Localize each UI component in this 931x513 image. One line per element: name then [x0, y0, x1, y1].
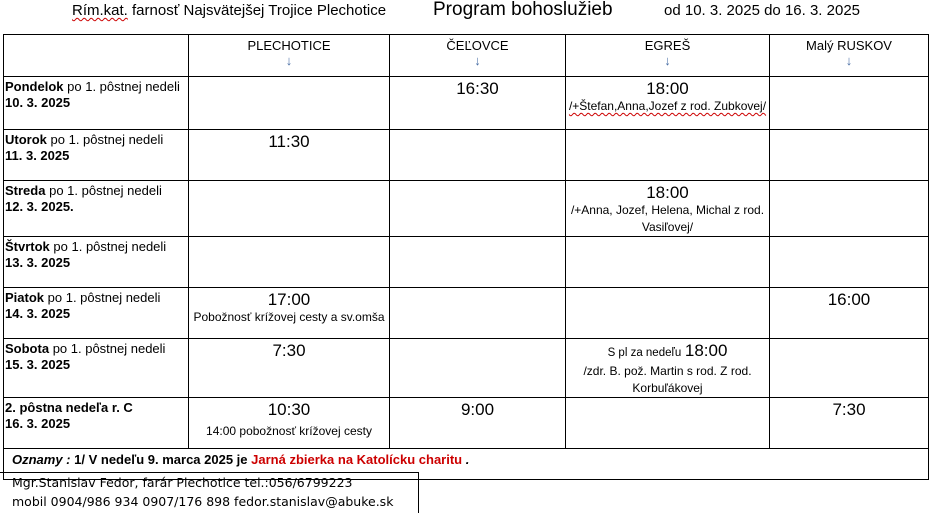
mass-time: 17:00 — [267, 290, 311, 309]
day-date: 15. 3. 2025 — [5, 357, 71, 372]
cell-maly-ruskov — [770, 130, 929, 181]
column-header-plechotice — [189, 35, 390, 77]
mass-time: 7:30 — [272, 341, 306, 360]
day-desc: po 1. pôstnej nedeli — [49, 183, 162, 198]
day-name: Streda — [5, 183, 46, 198]
program-title: Program bohoslužieb — [433, 0, 613, 20]
parish-abbrev: Rím.kat. — [72, 2, 128, 19]
table-row — [4, 288, 929, 339]
contact-line-1: Mgr.Stanislav Fedor, farár Plechotice tel.:056/6799223 — [12, 475, 353, 490]
mass-time: 16:00 — [827, 290, 871, 309]
cell-maly-ruskov — [770, 398, 929, 449]
notice-end: . — [465, 452, 470, 467]
day-name: Piatok — [5, 290, 45, 305]
cell-maly-ruskov — [770, 237, 929, 288]
mass-time: 18:00 — [646, 79, 689, 98]
column-header-egres — [566, 35, 770, 77]
cell-celovce — [390, 339, 566, 398]
day-cell — [4, 237, 189, 288]
parish-name — [72, 2, 386, 19]
table-row — [4, 339, 929, 398]
mass-intention: /zdr. B. pož. Martin s rod. Z rod. Korbuľákovej — [583, 364, 752, 395]
mass-time: 7:30 — [832, 400, 866, 419]
cell-plechotice — [189, 181, 390, 237]
contact-line-2: mobil 0904/986 934 0907/176 898 fedor.stanislav@abuke.sk — [12, 494, 394, 509]
day-date: 10. 3. 2025 — [5, 95, 71, 110]
mass-intention: Pobožnosť krížovej cesty a sv.omša — [193, 310, 385, 324]
cell-plechotice — [189, 130, 390, 181]
mass-time-line — [566, 339, 769, 363]
cell-maly-ruskov — [770, 288, 929, 339]
corner-cell — [4, 35, 189, 77]
day-name: Sobota — [5, 341, 50, 356]
table-row — [4, 77, 929, 130]
cell-egres — [566, 339, 770, 398]
column-label: ČEĽOVCE — [446, 38, 509, 53]
cell-egres — [566, 130, 770, 181]
notice-label: Oznamy : — [12, 452, 71, 467]
day-date: 11. 3. 2025 — [5, 148, 70, 163]
day-desc: po 1. pôstnej nedeli — [67, 79, 180, 94]
header-row — [4, 35, 929, 77]
column-label: Malý RUSKOV — [806, 38, 892, 53]
arrow-down-icon: ↓ — [845, 53, 853, 68]
day-cell — [4, 181, 189, 237]
table-row — [4, 398, 929, 449]
cell-celovce — [390, 130, 566, 181]
day-cell — [4, 339, 189, 398]
mass-intention: /+Anna, Jozef, Helena, Michal z rod. Vasiľovej/ — [570, 203, 765, 234]
cell-maly-ruskov — [770, 339, 929, 398]
day-name: 2. pôstna nedeľa r. C — [5, 400, 133, 415]
cell-maly-ruskov — [770, 181, 929, 237]
column-header-maly-ruskov — [770, 35, 929, 77]
cell-celovce — [390, 237, 566, 288]
parish-rest: farnosť Najsvätejšej Trojice Plechotice — [132, 2, 387, 19]
mass-time: 9:00 — [460, 400, 495, 419]
day-name: Štvrtok — [5, 239, 50, 254]
mass-time: 18:00 — [646, 183, 689, 202]
notice-text: 1/ V nedeľu 9. marca 2025 je — [74, 452, 248, 467]
table-row — [4, 181, 929, 237]
cell-plechotice — [189, 237, 390, 288]
day-name: Pondelok — [5, 79, 64, 94]
day-date: 16. 3. 2025 — [5, 416, 71, 431]
mass-intention: /+Štefan,Anna,Jozef z rod. Zubkovej/ — [568, 99, 767, 113]
day-cell — [4, 288, 189, 339]
arrow-down-icon: ↓ — [474, 53, 481, 68]
cell-maly-ruskov — [770, 77, 929, 130]
column-label: PLECHOTICE — [247, 38, 331, 53]
cell-celovce — [390, 288, 566, 339]
cell-egres — [566, 288, 770, 339]
cell-egres — [566, 181, 770, 237]
cell-egres — [566, 398, 770, 449]
page-header — [0, 0, 931, 30]
arrow-down-icon: ↓ — [285, 53, 293, 68]
day-name: Utorok — [5, 132, 47, 147]
cell-celovce — [390, 77, 566, 130]
date-range: od 10. 3. 2025 do 16. 3. 2025 — [664, 2, 861, 19]
cell-plechotice — [189, 339, 390, 398]
cell-egres — [566, 77, 770, 130]
day-date: 12. 3. 2025. — [5, 199, 74, 214]
notice-highlight: Jarná zbierka na Katolícku charitu — [251, 452, 463, 467]
day-cell — [4, 398, 189, 449]
table-row — [4, 237, 929, 288]
day-cell — [4, 130, 189, 181]
cell-celovce — [390, 398, 566, 449]
mass-time: 10:30 — [267, 400, 311, 419]
day-desc: po 1. pôstnej nedeli — [47, 290, 161, 305]
day-cell — [4, 77, 189, 130]
cell-plechotice — [189, 288, 390, 339]
mass-intention: 14:00 pobožnosť krížovej cesty — [206, 424, 372, 438]
day-desc: po 1. pôstnej nedeli — [50, 132, 164, 147]
day-desc: po 1. pôstnej nedeli — [53, 239, 167, 254]
cell-egres — [566, 237, 770, 288]
column-label: EGREŠ — [644, 38, 691, 53]
schedule-table — [3, 34, 929, 480]
contact-footer — [0, 472, 419, 513]
day-desc: po 1. pôstnej nedeli — [52, 341, 166, 356]
mass-time: 18:00 — [684, 341, 728, 360]
cell-plechotice — [189, 398, 390, 449]
day-date: 14. 3. 2025 — [5, 306, 71, 321]
mass-time: 11:30 — [268, 132, 310, 151]
table-row — [4, 130, 929, 181]
column-header-celovce — [390, 35, 566, 77]
day-date: 13. 3. 2025 — [5, 255, 71, 270]
cell-celovce — [390, 181, 566, 237]
mass-time: 16:30 — [456, 79, 499, 98]
mass-prefix: S pl za nedeľu — [607, 347, 682, 359]
arrow-down-icon: ↓ — [664, 53, 671, 68]
cell-plechotice — [189, 77, 390, 130]
